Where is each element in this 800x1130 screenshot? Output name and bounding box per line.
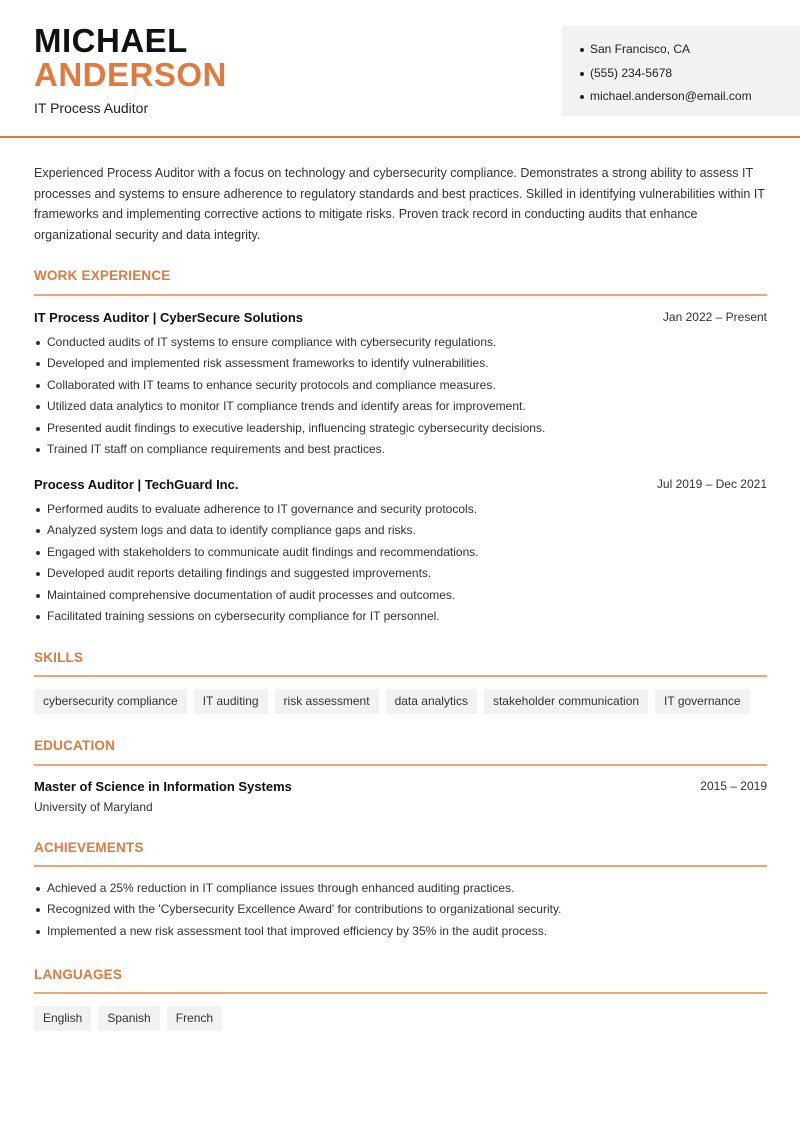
list-item: Facilitated training sessions on cybersecurity compliance for IT personnel. [34,606,767,627]
list-item: Collaborated with IT teams to enhance security protocols and compliance measures. [34,375,767,396]
section-title-work: WORK EXPERIENCE [34,268,171,283]
list-item: Engaged with stakeholders to communicate audit findings and recommendations. [34,542,767,563]
job-header [34,310,767,328]
contact-list [580,38,800,109]
section-title-education: EDUCATION [34,738,116,753]
contact-email: michael.anderson@email.com [580,85,800,109]
skill-tag: cybersecurity compliance [34,689,187,714]
achievements-list [34,878,767,942]
list-item: Developed audit reports detailing findings and suggested improvements. [34,563,767,584]
list-item: Performed audits to evaluate adherence to IT governance and security protocols. [34,499,767,520]
skill-tag: IT governance [655,689,750,714]
job-bullets [34,332,767,460]
education-degree: Master of Science in Information Systems [34,779,292,794]
job-header [34,477,767,495]
skills-tags [34,689,750,714]
list-item: Trained IT staff on compliance requirements and best practices. [34,439,767,460]
language-tag: Spanish [98,1006,159,1031]
summary: Experienced Process Auditor with a focus on technology and cybersecurity compliance. Demonstrates a strong ability to assess IT processes and systems to ensure adherence to regulatory standards and best practices. Skilled in identifying vulnerabilities within IT frameworks and implementing corrective actions to mitigate risks. Proven track record in conducting audits that enhance organizational security and data integrity. [34,166,765,242]
section-divider [34,675,767,677]
skill-tag: data analytics [386,689,477,714]
first-name: MICHAEL [34,22,188,59]
list-item: Presented audit findings to executive leadership, influencing strategic cybersecurity decisions. [34,418,767,439]
job-dates: Jul 2019 – Dec 2021 [656,477,767,491]
section-title-achievements: ACHIEVEMENTS [34,840,144,855]
section-divider [34,992,767,994]
contact-phone: (555) 234-5678 [580,62,800,86]
job-role: Process Auditor | TechGuard Inc. [34,477,239,492]
education-school: University of Maryland [34,800,153,814]
list-item: Analyzed system logs and data to identify compliance gaps and risks. [34,520,767,541]
section-title-skills: SKILLS [34,650,84,665]
section-divider [34,764,767,766]
job-dates: Jan 2022 – Present [662,310,767,324]
section-divider [34,865,767,867]
list-item: Maintained comprehensive documentation of audit processes and outcomes. [34,585,767,606]
list-item: Developed and implemented risk assessment frameworks to identify vulnerabilities. [34,353,767,374]
resume-header [0,0,800,138]
contact-box [562,26,800,116]
job-title: IT Process Auditor [34,100,149,116]
skill-tag: risk assessment [275,689,379,714]
skill-tag: stakeholder communication [484,689,648,714]
languages-tags [34,1006,222,1031]
section-divider [34,294,767,296]
list-item: Implemented a new risk assessment tool that improved efficiency by 35% in the audit process. [34,921,767,942]
language-tag: English [34,1006,91,1031]
contact-location: San Francisco, CA [580,38,800,62]
section-title-languages: LANGUAGES [34,967,123,982]
skill-tag: IT auditing [194,689,268,714]
list-item: Conducted audits of IT systems to ensure compliance with cybersecurity regulations. [34,332,767,353]
list-item: Achieved a 25% reduction in IT compliance issues through enhanced auditing practices. [34,878,767,899]
last-name: ANDERSON [34,56,227,93]
education-dates: 2015 – 2019 [700,779,767,793]
job-role: IT Process Auditor | CyberSecure Solutions [34,310,303,325]
language-tag: French [167,1006,222,1031]
job-bullets [34,499,767,627]
list-item: Utilized data analytics to monitor IT compliance trends and identify areas for improvement. [34,396,767,417]
list-item: Recognized with the 'Cybersecurity Excellence Award' for contributions to organizational security. [34,899,767,920]
